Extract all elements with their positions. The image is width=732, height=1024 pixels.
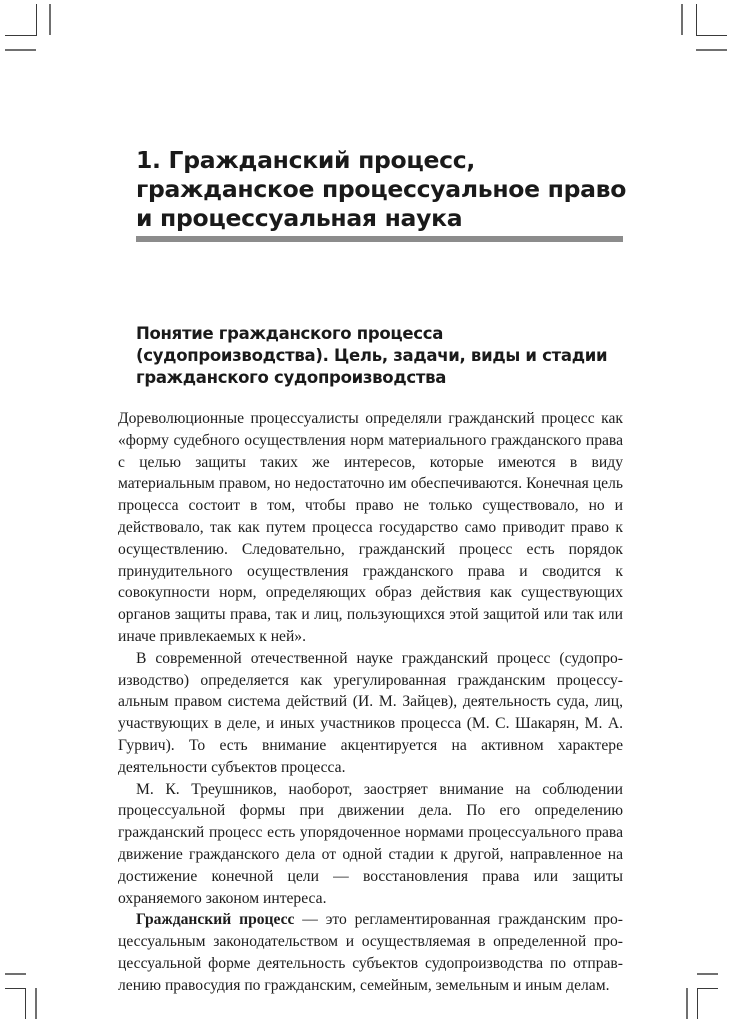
crop-mark	[5, 35, 37, 36]
crop-mark	[686, 988, 688, 1019]
paragraph: Дореволюционные процессуалисты определяли гражданский процесс как «форму судебного осуществления норм материального гражданского права с целью защиты таких же интересов, которые имеются в виду материальным правом, но недостаточно им обеспечиваются. Конечная цель процесса состоит в том, чтобы право не только существовало, но и действовало, так как путем процесса государство само приводит право к осуществлению. Следовательно, гражданский процесс есть порядок принудительного осуществления гражданского права и сводится к совокупности норм, определяющих образ действия как существующих органов защиты права, так и лиц, пользующихся этой защитой или так или иначе привлекаемых к ней».	[118, 410, 623, 645]
body-text	[118, 408, 623, 997]
crop-mark	[696, 35, 727, 36]
paragraph: В современной отечественной науке гражданский процесс (судопроизводство) определяется как урегулированная гражданским процессуальным правом система действий (И. М. Зайцев), деятельность суда, лиц, участвующих в деле, и иных участников процесса (М. С. Шакарян, М. А. Гурвич). То есть внимание акцентируется на активном характере деятельности субъектов процесса.	[118, 649, 623, 776]
definition-text: — это регламентированная гражданским процессуальным законодательством и осуществляемая в определенной процессуальной форме деятельность субъектов судопроизводства по отправлению правосудия по гражданским, семейным, земельным и иным делам.	[118, 911, 623, 994]
crop-mark	[681, 4, 683, 35]
crop-mark	[25, 988, 26, 1019]
crop-mark	[35, 988, 37, 1019]
chapter-title: 1. Гражданский процесс, гражданское процессуальное право и процессуальная наука	[136, 146, 627, 232]
paragraph	[118, 909, 623, 996]
section-title: Понятие гражданского процесса (судопроизводства). Цель, задачи, виды и стадии гражданского судопроизводства	[136, 324, 608, 387]
crop-mark	[5, 49, 36, 51]
chapter-title-rule	[136, 236, 623, 242]
crop-mark	[697, 988, 698, 1019]
crop-mark	[5, 988, 26, 989]
crop-mark	[696, 49, 727, 51]
crop-mark	[697, 973, 718, 975]
defined-term: Гражданский процесс	[136, 911, 295, 929]
crop-mark	[696, 4, 697, 35]
crop-mark	[697, 988, 718, 989]
crop-mark	[36, 4, 37, 35]
crop-mark	[49, 4, 51, 35]
paragraph: М. К. Треушников, наоборот, заостряет внимание на соблюдении процессуальной формы при движении дела. По его определению гражданский процесс есть упорядоченное нормами процессуального права движение гражданского дела от одной стадии к другой, направленное на достижение конечной цели — восстановления права или защиты охраняемого законом интереса.	[118, 780, 623, 907]
crop-mark	[5, 973, 26, 975]
